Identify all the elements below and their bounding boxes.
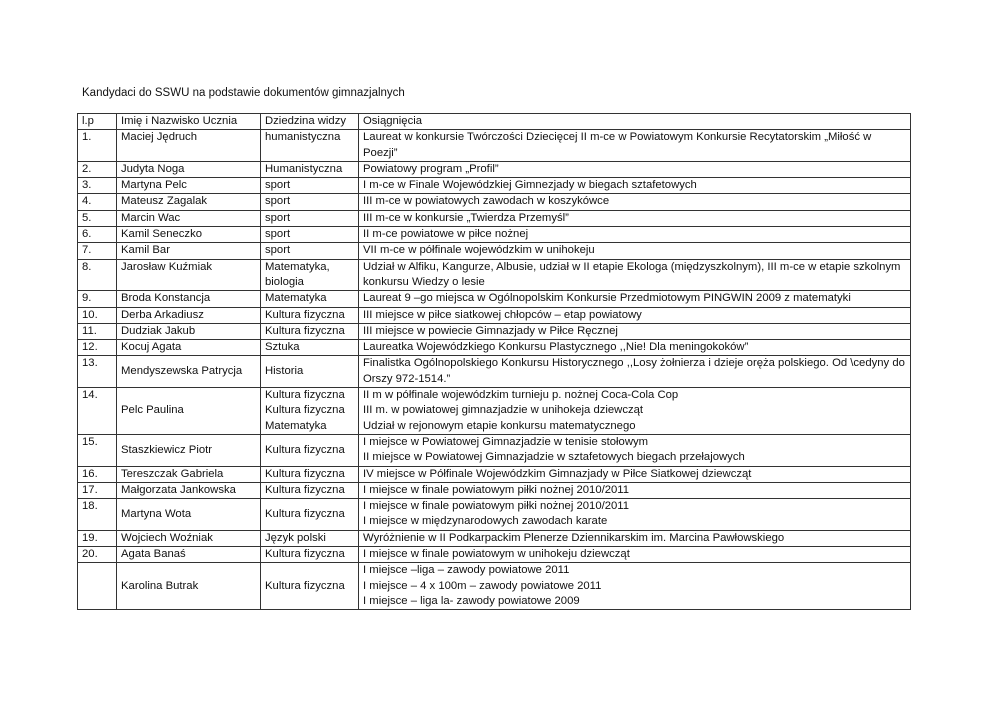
table-row: [78, 161, 911, 177]
header-achievements: Osiągnięcia: [359, 114, 911, 130]
table-row: [78, 259, 911, 291]
cell-lp: 10.: [78, 307, 117, 323]
achievement-line: III miejsce w piłce siatkowej chłopców – etap powiatowy: [363, 308, 642, 321]
field-line: sport: [265, 244, 291, 257]
header-name: Imię i Nazwisko Ucznia: [117, 114, 261, 130]
cell-field: [261, 547, 359, 563]
cell-achievements: [359, 434, 911, 466]
cell-lp: 7.: [78, 243, 117, 259]
cell-lp: 1.: [78, 130, 117, 162]
cell-lp: 13.: [78, 356, 117, 388]
achievement-line: I miejsce – 4 x 100m – zawody powiatowe 2011: [363, 579, 602, 592]
table-row: [78, 434, 911, 466]
achievement-line: Finalistka Ogólnopolskiego Konkursu Historycznego ,,Losy żołnierza i dzieje oręża polskiego. Od \cedyny do Orszy 972-1514.”: [363, 357, 905, 385]
cell-field: [261, 291, 359, 307]
cell-achievements: [359, 563, 911, 610]
achievement-line: Laureatka Wojewódzkiego Konkursu Plastycznego ,,Nie! Dla meningokoków”: [363, 341, 749, 354]
cell-field: [261, 259, 359, 291]
cell-achievements: [359, 530, 911, 546]
cell-name: Kocuj Agata: [117, 340, 261, 356]
cell-field: [261, 434, 359, 466]
achievement-line: II m-ce powiatowe w piłce nożnej: [363, 228, 529, 241]
field-line: sport: [265, 211, 291, 224]
header-field: Dziedzina widzy: [261, 114, 359, 130]
achievement-line: III m-ce w konkursie „Twierdza Przemyśl”: [363, 211, 569, 224]
cell-achievements: [359, 499, 911, 531]
cell-achievements: [359, 340, 911, 356]
cell-field: [261, 161, 359, 177]
field-line: Matematyka,: [265, 260, 330, 273]
achievement-line: Udział w Alfiku, Kangurze, Albusie, udział w II etapie Ekologa (międzyszkolnym), III m-ce w etapie szkolnym konkursu Wiedzy o lesie: [363, 260, 901, 288]
field-line: Kultura fizyczna: [265, 548, 345, 561]
field-line: humanistyczna: [265, 131, 341, 144]
cell-lp: 17.: [78, 482, 117, 498]
table-row: [78, 547, 911, 563]
cell-lp: 9.: [78, 291, 117, 307]
cell-achievements: [359, 307, 911, 323]
table-row: [78, 340, 911, 356]
cell-achievements: [359, 482, 911, 498]
field-line: sport: [265, 228, 291, 241]
achievement-line: III m-ce w powiatowych zawodach w koszykówce: [363, 195, 610, 208]
cell-field: [261, 563, 359, 610]
cell-lp: 20.: [78, 547, 117, 563]
field-line: Kultura fizyczna: [265, 308, 345, 321]
field-line: Kultura fizyczna: [265, 507, 345, 520]
field-line: sport: [265, 179, 291, 192]
achievement-line: Laureat w konkursie Twórczości Dziecięcej II m-ce w Powiatowym Konkursie Recytatorskim „Miłość w Poezji”: [363, 131, 872, 159]
achievement-line: Udział w rejonowym etapie konkursu matematycznego: [363, 419, 636, 432]
field-line: Humanistyczna: [265, 162, 343, 175]
cell-field: [261, 356, 359, 388]
cell-achievements: [359, 259, 911, 291]
cell-lp: 18.: [78, 499, 117, 531]
cell-name: Kamil Bar: [117, 243, 261, 259]
table-row: [78, 307, 911, 323]
field-line: Matematyka: [265, 292, 327, 305]
cell-name: Marcin Wac: [117, 210, 261, 226]
cell-lp: 12.: [78, 340, 117, 356]
achievement-line: I miejsce w Powiatowej Gimnazjadzie w tenisie stołowym: [363, 435, 649, 448]
cell-name: Mendyszewska Patrycja: [117, 356, 261, 388]
table-row: [78, 388, 911, 435]
achievement-line: Laureat 9 –go miejsca w Ogólnopolskim Konkursie Przedmiotowym PINGWIN 2009 z matematyki: [363, 292, 851, 305]
cell-field: [261, 210, 359, 226]
table-row: [78, 356, 911, 388]
cell-name: Dudziak Jakub: [117, 323, 261, 339]
achievement-line: III miejsce w powiecie Gimnazjady w Piłce Ręcznej: [363, 324, 618, 337]
header-lp: l.p: [78, 114, 117, 130]
achievement-line: I miejsce w finale powiatowym w unihokeju dziewcząt: [363, 548, 630, 561]
cell-achievements: [359, 161, 911, 177]
cell-field: [261, 340, 359, 356]
cell-name: Mateusz Zagalak: [117, 194, 261, 210]
cell-lp: 14.: [78, 388, 117, 435]
cell-name: Jarosław Kuźmiak: [117, 259, 261, 291]
achievement-line: I miejsce w finale powiatowym piłki nożnej 2010/2011: [363, 500, 630, 513]
achievement-line: III m. w powiatowej gimnazjadzie w unihokeja dziewcząt: [363, 404, 644, 417]
page-title: Kandydaci do SSWU na podstawie dokumentów gimnazjalnych: [82, 87, 405, 99]
cell-lp: 8.: [78, 259, 117, 291]
cell-name: Martyna Pelc: [117, 178, 261, 194]
field-line: Kultura fizyczna: [265, 579, 345, 592]
table-row: [78, 482, 911, 498]
achievement-line: VII m-ce w półfinale wojewódzkim w unihokeju: [363, 244, 595, 257]
table-row: [78, 466, 911, 482]
cell-field: [261, 499, 359, 531]
cell-name: Derba Arkadiusz: [117, 307, 261, 323]
cell-lp: 3.: [78, 178, 117, 194]
achievement-line: I miejsce w międzynarodowych zawodach karate: [363, 515, 608, 528]
cell-lp: 6.: [78, 227, 117, 243]
cell-achievements: [359, 178, 911, 194]
cell-achievements: [359, 291, 911, 307]
cell-field: [261, 178, 359, 194]
table-row: [78, 563, 911, 610]
table-row: [78, 499, 911, 531]
cell-achievements: [359, 547, 911, 563]
cell-field: [261, 482, 359, 498]
cell-lp: 5.: [78, 210, 117, 226]
cell-name: Małgorzata Jankowska: [117, 482, 261, 498]
achievement-line: II miejsce w Powiatowej Gimnazjadzie w sztafetowych biegach przełajowych: [363, 451, 745, 464]
cell-field: [261, 530, 359, 546]
achievement-line: IV miejsce w Półfinale Wojewódzkim Gimnazjady w Piłce Siatkowej dziewcząt: [363, 467, 752, 480]
cell-achievements: [359, 130, 911, 162]
cell-name: Pelc Paulina: [117, 388, 261, 435]
field-line: Historia: [265, 365, 304, 378]
cell-name: Tereszczak Gabriela: [117, 466, 261, 482]
table-row: [78, 210, 911, 226]
field-line: Kultura fizyczna: [265, 389, 345, 402]
cell-lp: [78, 563, 117, 610]
field-line: sport: [265, 195, 291, 208]
cell-achievements: [359, 388, 911, 435]
cell-field: [261, 323, 359, 339]
cell-field: [261, 466, 359, 482]
table-row: [78, 227, 911, 243]
cell-lp: 16.: [78, 466, 117, 482]
table-row: [78, 530, 911, 546]
cell-achievements: [359, 323, 911, 339]
cell-field: [261, 388, 359, 435]
cell-name: Karolina Butrak: [117, 563, 261, 610]
achievement-line: Wyróżnienie w II Podkarpackim Plenerze Dziennikarskim im. Marcina Pawłowskiego: [363, 531, 785, 544]
cell-lp: 4.: [78, 194, 117, 210]
field-line: Kultura fizyczna: [265, 443, 345, 456]
achievement-line: Powiatowy program „Profil”: [363, 162, 499, 175]
table-row: [78, 130, 911, 162]
cell-name: Staszkiewicz Piotr: [117, 434, 261, 466]
field-line: Matematyka: [265, 419, 327, 432]
cell-name: Judyta Noga: [117, 161, 261, 177]
field-line: Kultura fizyczna: [265, 483, 345, 496]
table-row: [78, 323, 911, 339]
cell-achievements: [359, 356, 911, 388]
field-line: Sztuka: [265, 341, 300, 354]
cell-lp: 2.: [78, 161, 117, 177]
field-line: Kultura fizyczna: [265, 324, 345, 337]
achievement-line: I miejsce – liga la- zawody powiatowe 2009: [363, 594, 580, 607]
cell-achievements: [359, 227, 911, 243]
cell-achievements: [359, 210, 911, 226]
table-row: [78, 178, 911, 194]
field-line: biologia: [265, 275, 304, 288]
cell-field: [261, 130, 359, 162]
cell-achievements: [359, 194, 911, 210]
cell-lp: 11.: [78, 323, 117, 339]
cell-lp: 19.: [78, 530, 117, 546]
table-row: [78, 194, 911, 210]
achievement-line: I miejsce –liga – zawody powiatowe 2011: [363, 564, 570, 577]
cell-achievements: [359, 243, 911, 259]
candidates-table: [77, 113, 911, 610]
cell-name: Maciej Jędruch: [117, 130, 261, 162]
table-header-row: [78, 114, 911, 130]
cell-field: [261, 243, 359, 259]
achievement-line: II m w półfinale wojewódzkim turnieju p. nożnej Coca-Cola Cop: [363, 389, 679, 402]
cell-name: Kamil Seneczko: [117, 227, 261, 243]
cell-name: Wojciech Woźniak: [117, 530, 261, 546]
field-line: Język polski: [265, 531, 326, 544]
cell-name: Martyna Wota: [117, 499, 261, 531]
table-row: [78, 291, 911, 307]
cell-field: [261, 227, 359, 243]
achievement-line: I miejsce w finale powiatowym piłki nożnej 2010/2011: [363, 483, 630, 496]
field-line: Kultura fizyczna: [265, 404, 345, 417]
cell-achievements: [359, 466, 911, 482]
cell-name: Agata Banaś: [117, 547, 261, 563]
field-line: Kultura fizyczna: [265, 467, 345, 480]
table-row: [78, 243, 911, 259]
cell-lp: 15.: [78, 434, 117, 466]
cell-field: [261, 194, 359, 210]
cell-field: [261, 307, 359, 323]
achievement-line: I m-ce w Finale Wojewódzkiej Gimnezjady w biegach sztafetowych: [363, 179, 697, 192]
cell-name: Broda Konstancja: [117, 291, 261, 307]
